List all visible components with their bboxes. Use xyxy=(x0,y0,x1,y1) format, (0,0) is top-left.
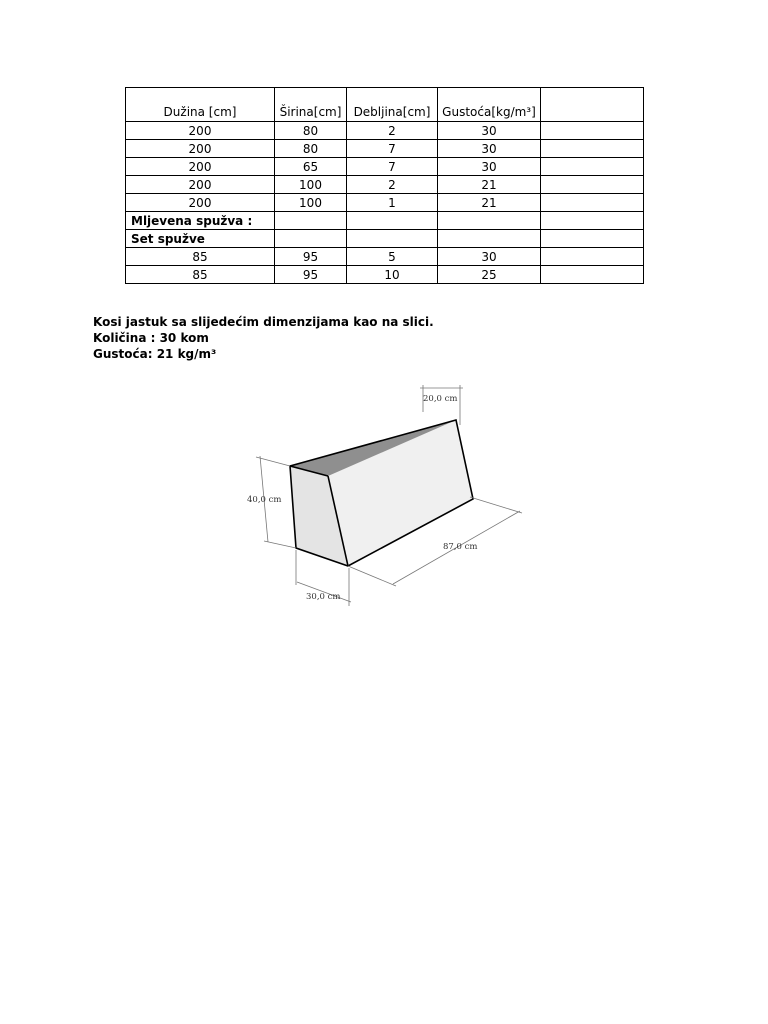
table-row xyxy=(126,266,644,284)
table-row xyxy=(126,248,644,266)
spec-table xyxy=(125,87,644,284)
table-cell xyxy=(541,248,644,266)
table-cell: 100 xyxy=(275,194,347,212)
table-cell: 200 xyxy=(126,122,275,140)
table-cell xyxy=(275,230,347,248)
table-cell xyxy=(541,140,644,158)
table-cell: 80 xyxy=(275,140,347,158)
table-cell: 65 xyxy=(275,158,347,176)
table-cell: 5 xyxy=(347,248,438,266)
table-row xyxy=(126,158,644,176)
header-sirina: Širina[cm] xyxy=(275,88,347,122)
table-cell xyxy=(438,212,541,230)
table-cell xyxy=(347,230,438,248)
table-cell xyxy=(541,176,644,194)
table-header-row xyxy=(126,88,644,122)
dim-top-label: 20,0 cm xyxy=(423,394,458,404)
table-row xyxy=(126,140,644,158)
header-duzina: Dužina [cm] xyxy=(126,88,275,122)
note-description: Kosi jastuk sa slijedećim dimenzijama kao na slici. xyxy=(93,315,434,329)
table-cell: 1 xyxy=(347,194,438,212)
table-cell xyxy=(541,212,644,230)
table-cell: 200 xyxy=(126,194,275,212)
table-cell: 7 xyxy=(347,158,438,176)
table-cell xyxy=(541,122,644,140)
table-cell: 2 xyxy=(347,122,438,140)
table-row xyxy=(126,194,644,212)
table-cell: 2 xyxy=(347,176,438,194)
table-cell: 30 xyxy=(438,158,541,176)
table-cell: 30 xyxy=(438,122,541,140)
table-cell xyxy=(275,212,347,230)
section-label-mljevena: Mljevena spužva : xyxy=(126,212,275,230)
table-cell: 7 xyxy=(347,140,438,158)
table-cell: 100 xyxy=(275,176,347,194)
note-density: Gustoća: 21 kg/m³ xyxy=(93,347,217,361)
dim-bottom-label: 30,0 cm xyxy=(306,592,341,602)
table-cell xyxy=(541,158,644,176)
table-cell: 30 xyxy=(438,140,541,158)
dim-height-label: 40,0 cm xyxy=(247,495,282,505)
notes-block xyxy=(93,314,434,362)
table-cell: 200 xyxy=(126,176,275,194)
table-cell: 10 xyxy=(347,266,438,284)
note-quantity: Količina : 30 kom xyxy=(93,331,209,345)
table-cell: 200 xyxy=(126,140,275,158)
table-cell: 30 xyxy=(438,248,541,266)
table-cell: 85 xyxy=(126,266,275,284)
table-cell: 200 xyxy=(126,158,275,176)
table-section-row xyxy=(126,230,644,248)
table-cell xyxy=(541,230,644,248)
table-cell: 80 xyxy=(275,122,347,140)
table-cell: 21 xyxy=(438,194,541,212)
wedge-pillow-diagram xyxy=(230,380,530,610)
table-cell: 95 xyxy=(275,248,347,266)
header-debljina: Debljina[cm] xyxy=(347,88,438,122)
header-empty xyxy=(541,88,644,122)
table-cell: 21 xyxy=(438,176,541,194)
table-cell xyxy=(541,266,644,284)
table-row xyxy=(126,176,644,194)
dim-length-label: 87,0 cm xyxy=(443,542,478,552)
header-gustoca: Gustoća[kg/m³] xyxy=(438,88,541,122)
table-cell: 85 xyxy=(126,248,275,266)
table-section-row xyxy=(126,212,644,230)
table-cell xyxy=(438,230,541,248)
section-label-set: Set spužve xyxy=(126,230,275,248)
table-cell xyxy=(541,194,644,212)
table-cell: 25 xyxy=(438,266,541,284)
table-cell: 95 xyxy=(275,266,347,284)
table-row xyxy=(126,122,644,140)
table-cell xyxy=(347,212,438,230)
